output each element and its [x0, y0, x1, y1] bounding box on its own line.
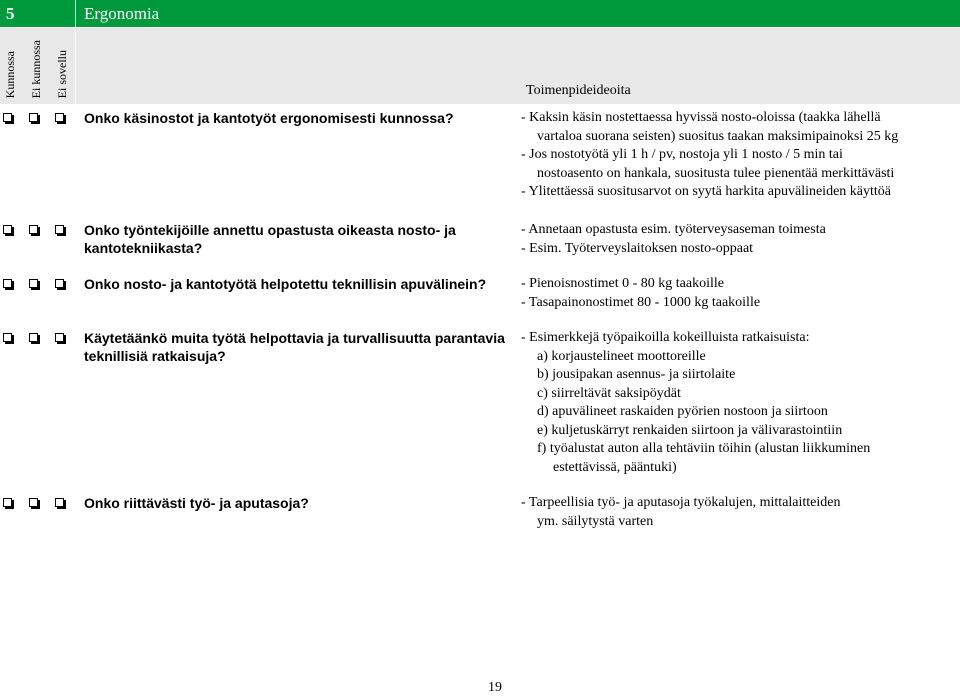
measures-list [521, 109, 898, 202]
checkbox-not-ok[interactable] [29, 113, 38, 122]
measure-line: - Annetaan opastusta esim. työterveysaseman toimesta [521, 222, 826, 237]
measure-line: nostoasento on hankala, suositusta tulee pienentää merkittävästi [537, 165, 895, 181]
question-text: Onko riittävästi työ- ja aputasoja? [84, 495, 309, 511]
question-text: Onko työntekijöille annettu opastusta oikeasta nosto- ja kantotekniikasta? [84, 222, 456, 256]
measure-line: vartaloa suorana seisten) suositus taakan maksimipainoksi 25 kg [537, 128, 899, 144]
checkbox-not-applicable[interactable] [55, 279, 64, 288]
measures-list [521, 275, 760, 312]
measures-list [521, 494, 841, 531]
page-number: 19 [488, 680, 502, 695]
measure-line: e) kuljetuskärryt renkaiden siirtoon ja välivarastointiin [537, 422, 843, 438]
measure-line: a) korjaustelineet moottoreille [537, 348, 706, 364]
question-text: Onko käsinostot ja kantotyöt ergonomisesti kunnossa? [84, 110, 454, 126]
status-label-not-ok: Ei kunnossa [29, 39, 43, 98]
measure-line: d) apuvälineet raskaiden pyörien nostoon ja siirtoon [537, 404, 828, 419]
measure-line: - Pienoisnostimet 0 - 80 kg taakoille [521, 276, 724, 291]
measure-line: - Ylitettäessä suositusarvot on syytä harkita apuvälineiden käyttöä [521, 184, 891, 199]
measures-list [521, 221, 826, 258]
checkbox-not-applicable[interactable] [55, 498, 64, 507]
checkbox-ok[interactable] [3, 333, 12, 342]
section-title: Ergonomia [84, 4, 160, 23]
measure-line: - Jos nostotyötä yli 1 h / pv, nostoja yli 1 nosto / 5 min tai [521, 147, 843, 162]
measure-line: ym. säilytystä varten [537, 513, 654, 529]
measure-line: f) työalustat auton alla tehtäviin töihin (alustan liikkuminen [537, 441, 871, 456]
status-label-not-applicable: Ei sovellu [55, 49, 69, 98]
measures-list [521, 329, 870, 477]
checkbox-not-applicable[interactable] [55, 225, 64, 234]
question-column-header [76, 28, 960, 104]
measure-line: - Esimerkkejä työpaikoilla kokeilluista ratkaisuista: [521, 330, 810, 345]
section-number: 5 [6, 4, 15, 23]
checkbox-ok[interactable] [3, 279, 12, 288]
checkbox-not-ok[interactable] [29, 225, 38, 234]
status-column-header [0, 28, 75, 104]
question-text: Käytetäänkö muita työtä helpottavia ja turvallisuutta parantavia teknillisiä ratkaisuja? [84, 330, 505, 364]
measure-line: - Esim. Työterveyslaitoksen nosto-oppaat [521, 240, 754, 256]
checkbox-not-applicable[interactable] [55, 333, 64, 342]
measure-line: estettävissä, pääntuki) [553, 459, 677, 475]
checkbox-not-applicable[interactable] [55, 113, 64, 122]
checkbox-ok[interactable] [3, 498, 12, 507]
measure-line: - Tarpeellisia työ- ja aputasoja työkalujen, mittalaitteiden [521, 495, 841, 510]
checkbox-not-ok[interactable] [29, 279, 38, 288]
checkbox-ok[interactable] [3, 113, 12, 122]
measure-line: - Tasapainonostimet 80 - 1000 kg taakoille [521, 294, 761, 310]
status-label-ok: Kunnossa [3, 50, 17, 98]
checkbox-not-ok[interactable] [29, 333, 38, 342]
checkbox-not-ok[interactable] [29, 498, 38, 507]
measures-heading: Toimenpideideoita [526, 83, 631, 98]
section-title-bar [76, 0, 960, 27]
question-text: Onko nosto- ja kantotyötä helpotettu teknillisin apuvälinein? [84, 276, 487, 292]
section-number-bar [0, 0, 75, 27]
measure-line: b) jousipakan asennus- ja siirtolaite [537, 367, 736, 382]
measure-line: c) siirreltävät saksipöydät [537, 385, 681, 401]
measure-line: - Kaksin käsin nostettaessa hyvissä nosto-oloissa (taakka lähellä [521, 110, 881, 125]
checkbox-ok[interactable] [3, 225, 12, 234]
